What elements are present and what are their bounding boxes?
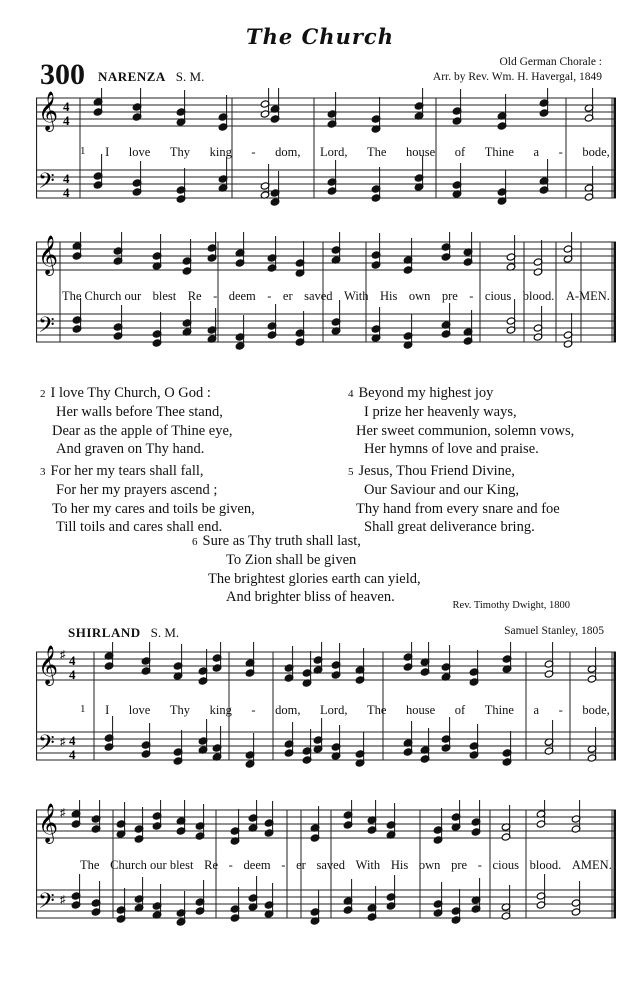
bass-clef-icon: 𝄢 <box>38 313 55 343</box>
lyric-syllable: The <box>80 858 100 872</box>
author-credit: Rev. Timothy Dwight, 1800 <box>452 600 570 611</box>
lyric-line-1 <box>80 145 610 160</box>
time-signature: 4 <box>69 747 76 762</box>
lyric-syllable: king <box>209 703 232 717</box>
treble-clef-icon: 𝄞 <box>38 803 59 843</box>
lyric-syllable: Lord, <box>320 703 348 717</box>
lyric-syllable: The Church our <box>62 289 142 303</box>
tune-name: SHIRLAND <box>68 625 141 640</box>
lyric-syllable: A-MEN. <box>565 289 610 303</box>
lyric-syllable: Thine <box>484 145 514 159</box>
lyric-syllable: His <box>379 289 398 303</box>
lyric-syllable: Thy <box>169 703 191 717</box>
lyric-syllable: AMEN. <box>571 858 612 872</box>
lyric-syllable: Thy <box>169 145 191 159</box>
lyric-syllable: - <box>469 289 474 303</box>
composer-credit-3: Samuel Stanley, 1805 <box>504 625 604 637</box>
tune-header-shirland <box>68 624 179 642</box>
lyric-syllable: dom, <box>275 145 301 159</box>
verse-number: 1 <box>80 145 86 157</box>
lyric-syllable: Re <box>204 858 218 872</box>
lyric-syllable: With <box>344 289 369 303</box>
page-title: The Church <box>246 24 394 49</box>
verses-left <box>40 384 255 536</box>
lyric-syllable: - <box>251 145 256 159</box>
verse-3: 3 For her my tears shall fall, For her my prayers ascend ; To her my cares and toils be given, Till toils and cares shall end. <box>40 463 255 536</box>
lyric-syllable: king <box>209 145 232 159</box>
lyric-syllable: er <box>296 858 306 872</box>
lyric-line-2 <box>62 289 610 304</box>
tune-meter: S. M. <box>175 69 205 84</box>
lyric-syllable: Re <box>187 289 202 303</box>
lyric-syllable: - <box>251 703 256 717</box>
tune-name: NARENZA <box>98 69 166 84</box>
tune-meter: S. M. <box>150 625 180 640</box>
treble-clef-icon: 𝄞 <box>38 645 59 685</box>
verse-number: 1 <box>80 703 86 715</box>
time-signature: 4 <box>63 113 70 128</box>
lyric-syllable: - <box>558 703 563 717</box>
lyric-syllable: - <box>213 289 218 303</box>
lyric-syllable: love <box>128 703 151 717</box>
bass-clef-icon: 𝄢 <box>38 889 55 919</box>
lyric-syllable: dom, <box>275 703 301 717</box>
sharp-icon: ♯ <box>60 736 66 748</box>
lyric-syllable: Thine <box>484 703 514 717</box>
music-staves <box>36 800 616 950</box>
lyric-syllable: - <box>281 858 286 872</box>
lyric-syllable: deem <box>228 289 256 303</box>
lyric-syllable: - <box>477 858 482 872</box>
lyric-syllable: own <box>418 858 441 872</box>
lyric-syllable: of <box>454 145 466 159</box>
tune-header-narenza <box>98 68 204 86</box>
composer-credit-2: Arr. by Rev. Wm. H. Havergal, 1849 <box>432 71 602 83</box>
verse-2: 2 I love Thy Church, O God : Her walls before Thee stand, Dear as the apple of Thine eye, And graven on Thy hand. <box>40 385 233 457</box>
treble-clef-icon: 𝄞 <box>38 235 59 275</box>
lyric-syllable: bode, <box>582 145 610 159</box>
time-signature: 4 <box>69 667 76 682</box>
lyric-line-4 <box>80 858 612 873</box>
lyric-syllable: - <box>228 858 233 872</box>
lyric-syllable: - <box>267 289 272 303</box>
lyric-syllable: Church our blest <box>110 858 194 872</box>
verse-6: 6 Sure as Thy truth shall last, To Zion shall be given The brightest glories earth can yield, And brighter bliss of heaven. <box>192 533 421 605</box>
composer-credit-1: Old German Chorale : <box>499 56 602 68</box>
verse-4: 4 Beyond my highest joy I prize her heavenly ways, Her sweet communion, solemn vows, Her hymns of love and praise. <box>348 385 575 457</box>
time-signature: 4 <box>69 653 76 668</box>
lyric-syllable: blood. <box>529 858 562 872</box>
lyric-syllable: pre <box>441 289 458 303</box>
lyric-syllable: house <box>406 145 436 159</box>
lyric-syllable: pre <box>451 858 468 872</box>
lyric-syllable: saved <box>316 858 345 872</box>
sharp-icon: ♯ <box>60 649 66 661</box>
lyric-syllable: deem <box>243 858 271 872</box>
lyric-syllable: I <box>105 703 110 717</box>
time-signature: 4 <box>69 733 76 748</box>
verses-right <box>348 384 574 536</box>
lyric-syllable: His <box>390 858 409 872</box>
lyric-syllable: cious <box>484 289 512 303</box>
lyric-line-3 <box>80 703 610 718</box>
lyric-syllable: With <box>355 858 381 872</box>
lyric-syllable: blood. <box>522 289 555 303</box>
lyric-syllable: I <box>105 145 110 159</box>
lyric-syllable: - <box>558 145 563 159</box>
sharp-icon: ♯ <box>60 894 66 906</box>
lyric-syllable: er <box>282 289 293 303</box>
lyric-syllable: cious <box>492 858 519 872</box>
lyric-syllable: house <box>406 703 436 717</box>
lyric-syllable: a <box>533 703 540 717</box>
lyric-syllable: blest <box>152 289 177 303</box>
lyric-syllable: bode, <box>582 703 610 717</box>
music-system-4 <box>36 800 616 950</box>
time-signature: 4 <box>63 171 70 186</box>
bass-clef-icon: 𝄢 <box>38 169 55 199</box>
sharp-icon: ♯ <box>60 807 66 819</box>
lyric-syllable: a <box>533 145 540 159</box>
verse-5: 5 Jesus, Thou Friend Divine, Our Saviour and our King, Thy hand from every snare and foe Shall great deliverance bring. <box>348 463 560 536</box>
hymn-number: 300 <box>40 58 85 91</box>
lyric-syllable: of <box>454 703 466 717</box>
bass-clef-icon: 𝄢 <box>38 731 55 761</box>
time-signature: 4 <box>63 185 70 200</box>
lyric-syllable: love <box>128 145 151 159</box>
lyric-syllable: The <box>367 703 387 717</box>
treble-clef-icon: 𝄞 <box>38 91 59 131</box>
time-signature: 4 <box>63 99 70 114</box>
lyric-syllable: own <box>408 289 431 303</box>
lyric-syllable: saved <box>304 289 333 303</box>
lyric-syllable: The <box>367 145 387 159</box>
lyric-syllable: Lord, <box>320 145 348 159</box>
